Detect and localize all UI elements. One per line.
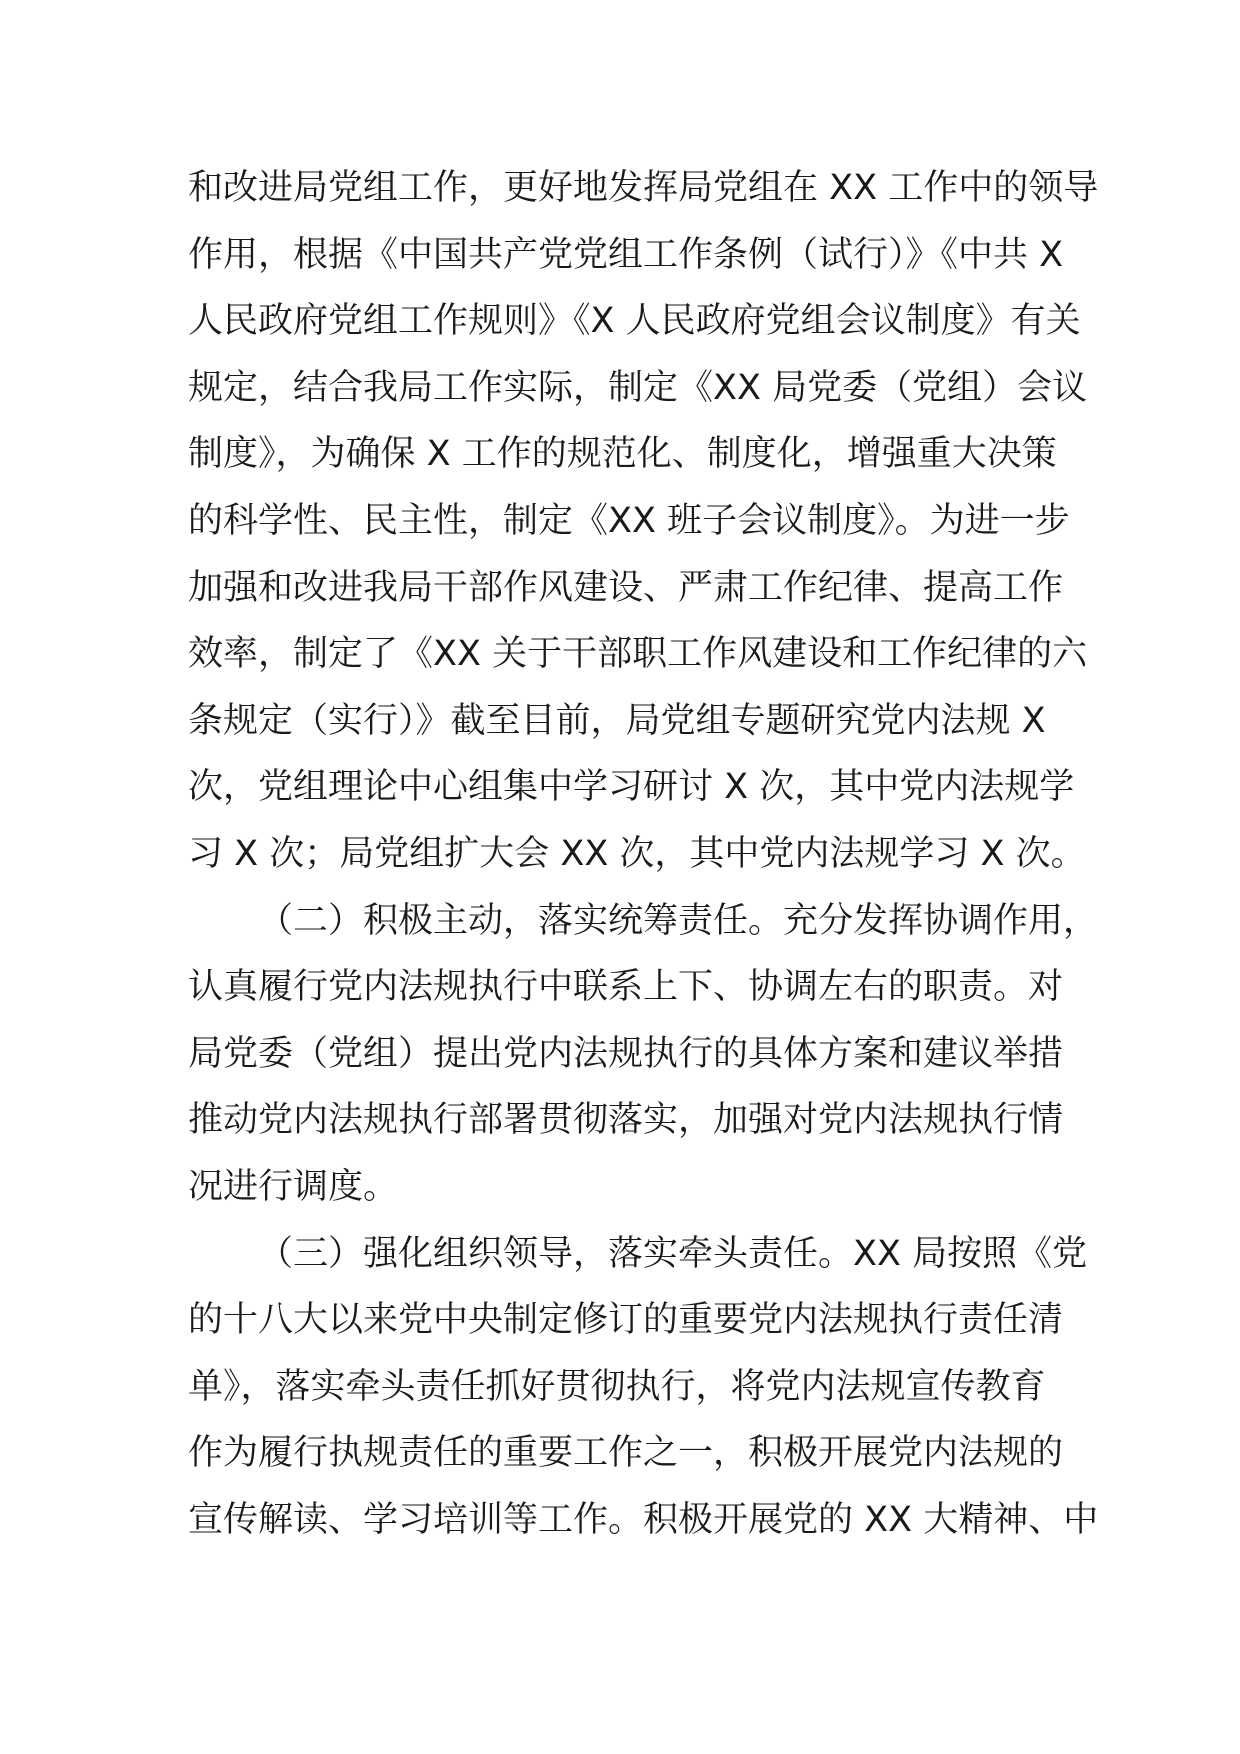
text-line: 的科学性、民主性，制定《XX 班子会议制度》。为进一步 (188, 500, 1070, 541)
section-heading-line: （二）积极主动，落实统筹责任。充分发挥协调作用， (258, 900, 1099, 941)
text-line: 作为履行执规责任的重要工作之一，积极开展党内法规的 (188, 1433, 1064, 1474)
text-line: 况进行调度。 (188, 1166, 399, 1207)
text-line: 的十八大以来党中央制定修订的重要党内法规执行责任清 (188, 1300, 1064, 1341)
section-heading-line: （三）强化组织领导，落实牵头责任。XX 局按照《党 (258, 1233, 1088, 1274)
text-line: 次，党组理论中心组集中学习研讨 X 次，其中党内法规学 (188, 767, 1075, 808)
text-line: 加强和改进我局干部作风建设、严肃工作纪律、提高工作 (188, 567, 1064, 608)
text-line: 制度》，为确保 X 工作的规范化、制度化，增强重大决策 (188, 434, 1057, 475)
text-line: 习 X 次；局党组扩大会 XX 次，其中党内法规学习 X 次。 (188, 833, 1086, 874)
text-line: 条规定（实行）》截至目前，局党组专题研究党内法规 X (188, 700, 1046, 741)
text-line: 认真履行党内法规执行中联系上下、协调左右的职责。对 (188, 967, 1064, 1008)
text-line: 规定，结合我局工作实际，制定《XX 局党委（党组）会议 (188, 367, 1088, 408)
text-line: 效率，制定了《XX 关于干部职工作风建设和工作纪律的六 (188, 634, 1088, 675)
text-line: 宣传解读、学习培训等工作。积极开展党的 XX 大精神、中 (188, 1499, 1099, 1540)
document-body (188, 155, 1099, 1553)
text-line: 和改进局党组工作，更好地发挥局党组在 XX 工作中的领导 (188, 168, 1099, 208)
text-line: 推动党内法规执行部署贯彻落实，加强对党内法规执行情 (188, 1100, 1064, 1141)
text-line: 作用，根据《中国共产党党组工作条例（试行）》《中共 X (188, 234, 1064, 275)
text-line: 单》，落实牵头责任抓好贯彻执行，将党内法规宣传教育 (188, 1366, 1046, 1407)
text-line: 局党委（党组）提出党内法规执行的具体方案和建议举措 (188, 1033, 1064, 1074)
text-line: 人民政府党组工作规则》《X 人民政府党组会议制度》有关 (188, 301, 1081, 342)
